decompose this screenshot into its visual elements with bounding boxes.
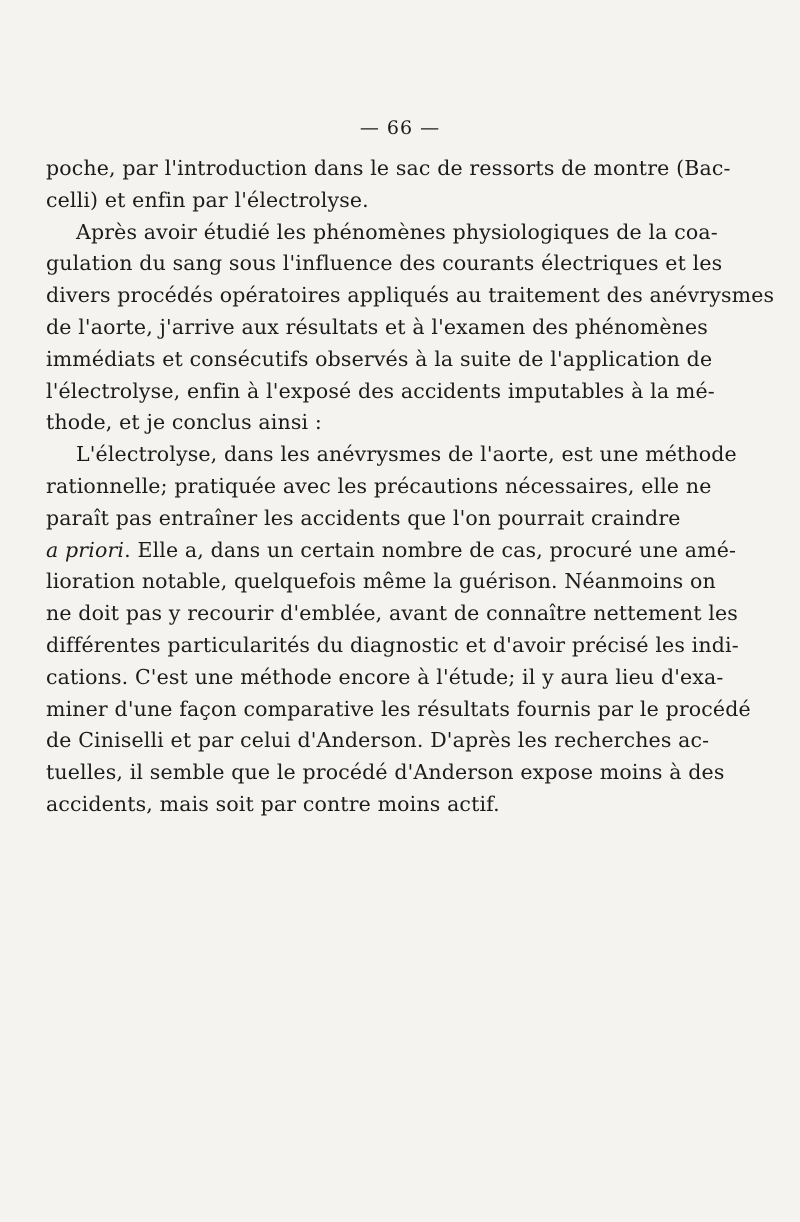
- text-line: divers procédés opératoires appliqués au traitement des anévrysmes: [46, 283, 775, 308]
- text-line: miner d'une façon comparative les résultats fournis par le procédé: [46, 696, 751, 721]
- text-line: L'électrolyse, dans les anévrysmes de l'aorte, est une méthode: [76, 442, 737, 467]
- text-line: l'électrolyse, enfin à l'exposé des accidents imputables à la mé-: [46, 378, 715, 403]
- text-line: gulation du sang sous l'influence des courants électriques et les: [46, 251, 723, 276]
- body-text: [46, 153, 775, 821]
- page-number: — 66 —: [359, 117, 441, 139]
- text-line: tuelles, il semble que le procédé d'Anderson expose moins à des: [46, 760, 725, 785]
- text-line: paraît pas entraîner les accidents que l'on pourrait craindre: [46, 505, 681, 530]
- text-line: rationnelle; pratiquée avec les précautions nécessaires, elle ne: [46, 473, 712, 498]
- text-line: lioration notable, quelquefois même la guérison. Néanmoins on: [46, 569, 716, 594]
- text-line: de Ciniselli et par celui d'Anderson. D'après les recherches ac-: [46, 728, 710, 753]
- text-line: immédiats et consécutifs observés à la suite de l'application de: [46, 346, 713, 371]
- text-line: ne doit pas y recourir d'emblée, avant de connaître nettement les: [46, 601, 738, 626]
- text-line: a priori. Elle a, dans un certain nombre de cas, procuré une amé-: [46, 537, 737, 562]
- text-line: accidents, mais soit par contre moins actif.: [46, 791, 500, 816]
- text-line: celli) et enfin par l'électrolyse.: [46, 187, 369, 212]
- text-line: Après avoir étudié les phénomènes physiologiques de la coa-: [76, 219, 718, 244]
- text-line: cations. C'est une méthode encore à l'étude; il y aura lieu d'exa-: [46, 664, 724, 689]
- text-line: poche, par l'introduction dans le sac de ressorts de montre (Bac-: [46, 156, 731, 180]
- text-line: thode, et je conclus ainsi :: [46, 410, 322, 435]
- text-line: différentes particularités du diagnostic et d'avoir précisé les indi-: [46, 632, 739, 657]
- text-line: de l'aorte, j'arrive aux résultats et à l'examen des phénomènes: [46, 314, 708, 339]
